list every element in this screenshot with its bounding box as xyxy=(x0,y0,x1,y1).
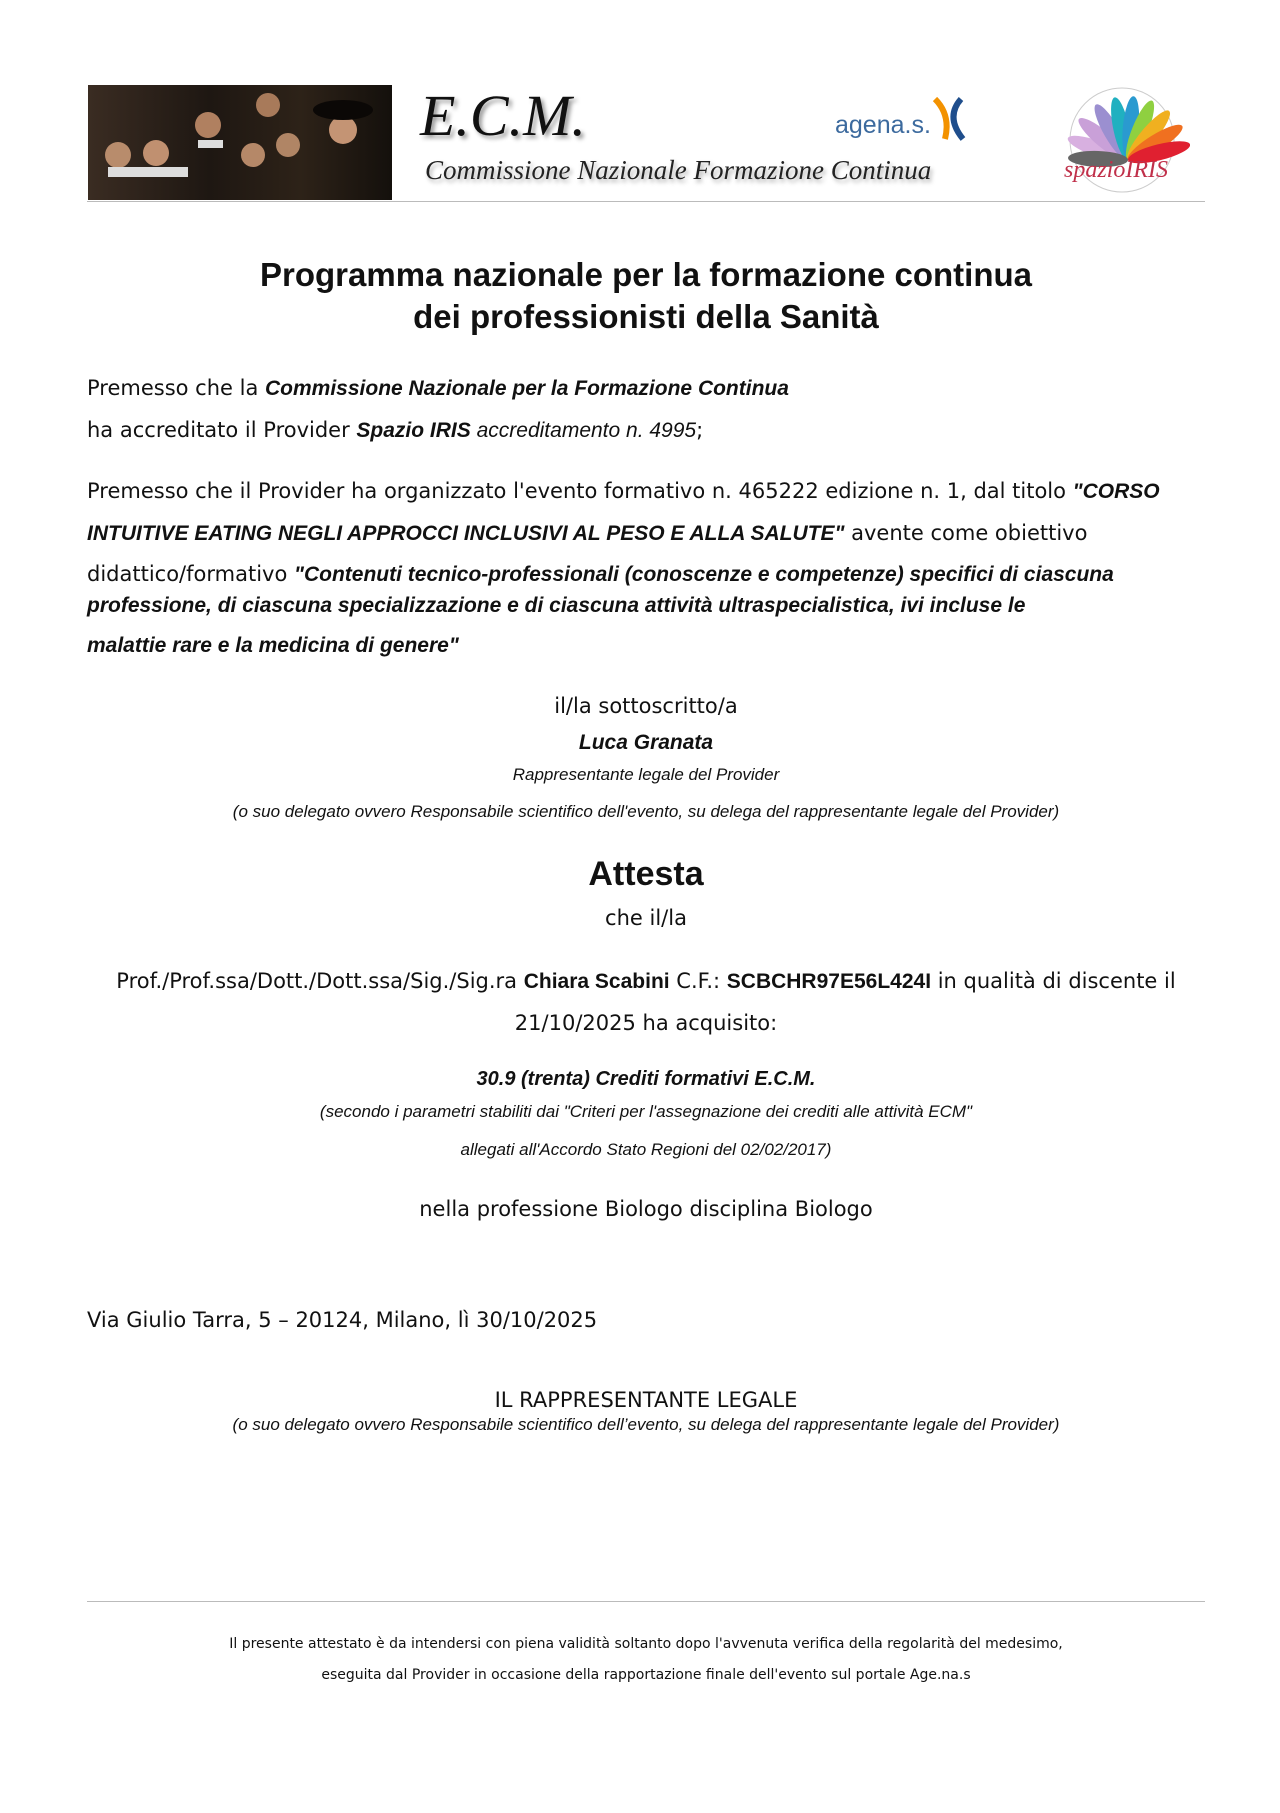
place-date: Via Giulio Tarra, 5 – 20124, Milano, lì 30/10/2025 xyxy=(87,1308,598,1332)
premise-2-line-1 xyxy=(87,479,1205,504)
commission-name: Commissione Nazionale per la Formazione Continua xyxy=(265,377,789,400)
footer-line-1: Il presente attestato è da intendersi con piena validità soltanto dopo l'avvenuta verifica della regolarità del medesimo, xyxy=(229,1636,1063,1652)
painting-figures-icon xyxy=(88,85,392,200)
agenas-mark-icon xyxy=(931,97,967,141)
signature-title: IL RAPPRESENTANTE LEGALE xyxy=(494,1388,798,1412)
fiscal-code: SCBCHR97E56L424I xyxy=(726,970,932,993)
anatomy-lesson-painting xyxy=(88,85,392,200)
credits-note-1: (secondo i parametri stabiliti dai "Criteri per l'assegnazione dei crediti alle attività ECM" xyxy=(319,1102,973,1121)
course-title: "CORSO xyxy=(1072,480,1160,503)
footer-divider xyxy=(87,1601,1205,1602)
credits-note-2: allegati all'Accordo Stato Regioni del 02/02/2017) xyxy=(460,1140,832,1159)
text: Premesso che il Provider ha organizzato l'evento formativo n. 465222 edizione n. 1, dal titolo xyxy=(87,479,1073,503)
course-title: INTUITIVE EATING NEGLI APPROCCI INCLUSIVI AL PESO E ALLA SALUTE" xyxy=(87,522,845,545)
attesta-heading: Attesta xyxy=(588,855,704,893)
signer-name: Luca Granata xyxy=(578,731,714,754)
learner-line xyxy=(87,969,1205,994)
commission-logo-text: Commissione Nazionale Formazione Continua xyxy=(425,155,932,185)
text: C.F.: xyxy=(669,969,727,993)
objective-line-5: malattie rare e la medicina di genere" xyxy=(87,634,459,657)
ecm-logo-text: E.C.M. xyxy=(420,83,586,148)
agenas-logo-text: agena.s. xyxy=(835,111,931,139)
signature-note: (o suo delegato ovvero Responsabile scientifico dell’evento, su delega del rappresentante legale del Provider) xyxy=(232,1415,1060,1434)
attesta-sub: che il/la xyxy=(605,906,687,930)
title-line-2: dei professionisti della Sanità xyxy=(413,298,879,335)
text: ha accreditato il Provider xyxy=(87,418,357,442)
learner-date: 21/10/2025 ha acquisito: xyxy=(514,1011,778,1035)
agenas-logo xyxy=(835,97,967,141)
signer-note: (o suo delegato ovvero Responsabile scientifico dell'evento, su delega del rappresentante legale del Provider) xyxy=(232,802,1060,821)
profession: nella professione Biologo disciplina Biologo xyxy=(419,1197,873,1221)
text: ; xyxy=(696,418,704,442)
spazio-iris-logo xyxy=(1060,85,1190,195)
learner-name: Chiara Scabini xyxy=(523,970,670,993)
credits-awarded: 30.9 (trenta) Crediti formativi E.C.M. xyxy=(476,1068,816,1090)
premise-1-line-1 xyxy=(87,376,1205,401)
title-line-1: Programma nazionale per la formazione continua xyxy=(259,256,1032,293)
accreditation-number: accreditamento n. 4995 xyxy=(470,419,697,442)
signer-role: Rappresentante legale del Provider xyxy=(512,765,780,784)
objective-line-4: professione, di ciascuna specializzazione e di ciascuna attività ultraspecialistica, ivi incluse le xyxy=(87,594,1026,617)
provider-name: Spazio IRIS xyxy=(356,419,471,442)
premise-2-line-2 xyxy=(87,521,1205,546)
footer-line-2: eseguita dal Provider in occasione della rapportazione finale dell'evento sul portale Age.na.s xyxy=(321,1667,971,1683)
header-divider xyxy=(87,201,1205,202)
premise-1-line-2 xyxy=(87,418,1205,443)
signer-intro: il/la sottoscritto/a xyxy=(554,694,738,718)
spazio-iris-logo-text: spazioIRIS xyxy=(1064,157,1168,183)
text: didattico/formativo xyxy=(87,562,294,586)
page-title xyxy=(87,254,1205,338)
premise-2-line-3 xyxy=(87,562,1205,587)
text: Premesso che la xyxy=(87,376,265,400)
text: in qualità di discente il xyxy=(931,969,1176,993)
text: Prof./Prof.ssa/Dott./Dott.ssa/Sig./Sig.ra xyxy=(116,969,524,993)
text: avente come obiettivo xyxy=(844,521,1088,545)
objective: "Contenuti tecnico-professionali (conoscenze e competenze) specifici di ciascuna xyxy=(294,563,1114,586)
